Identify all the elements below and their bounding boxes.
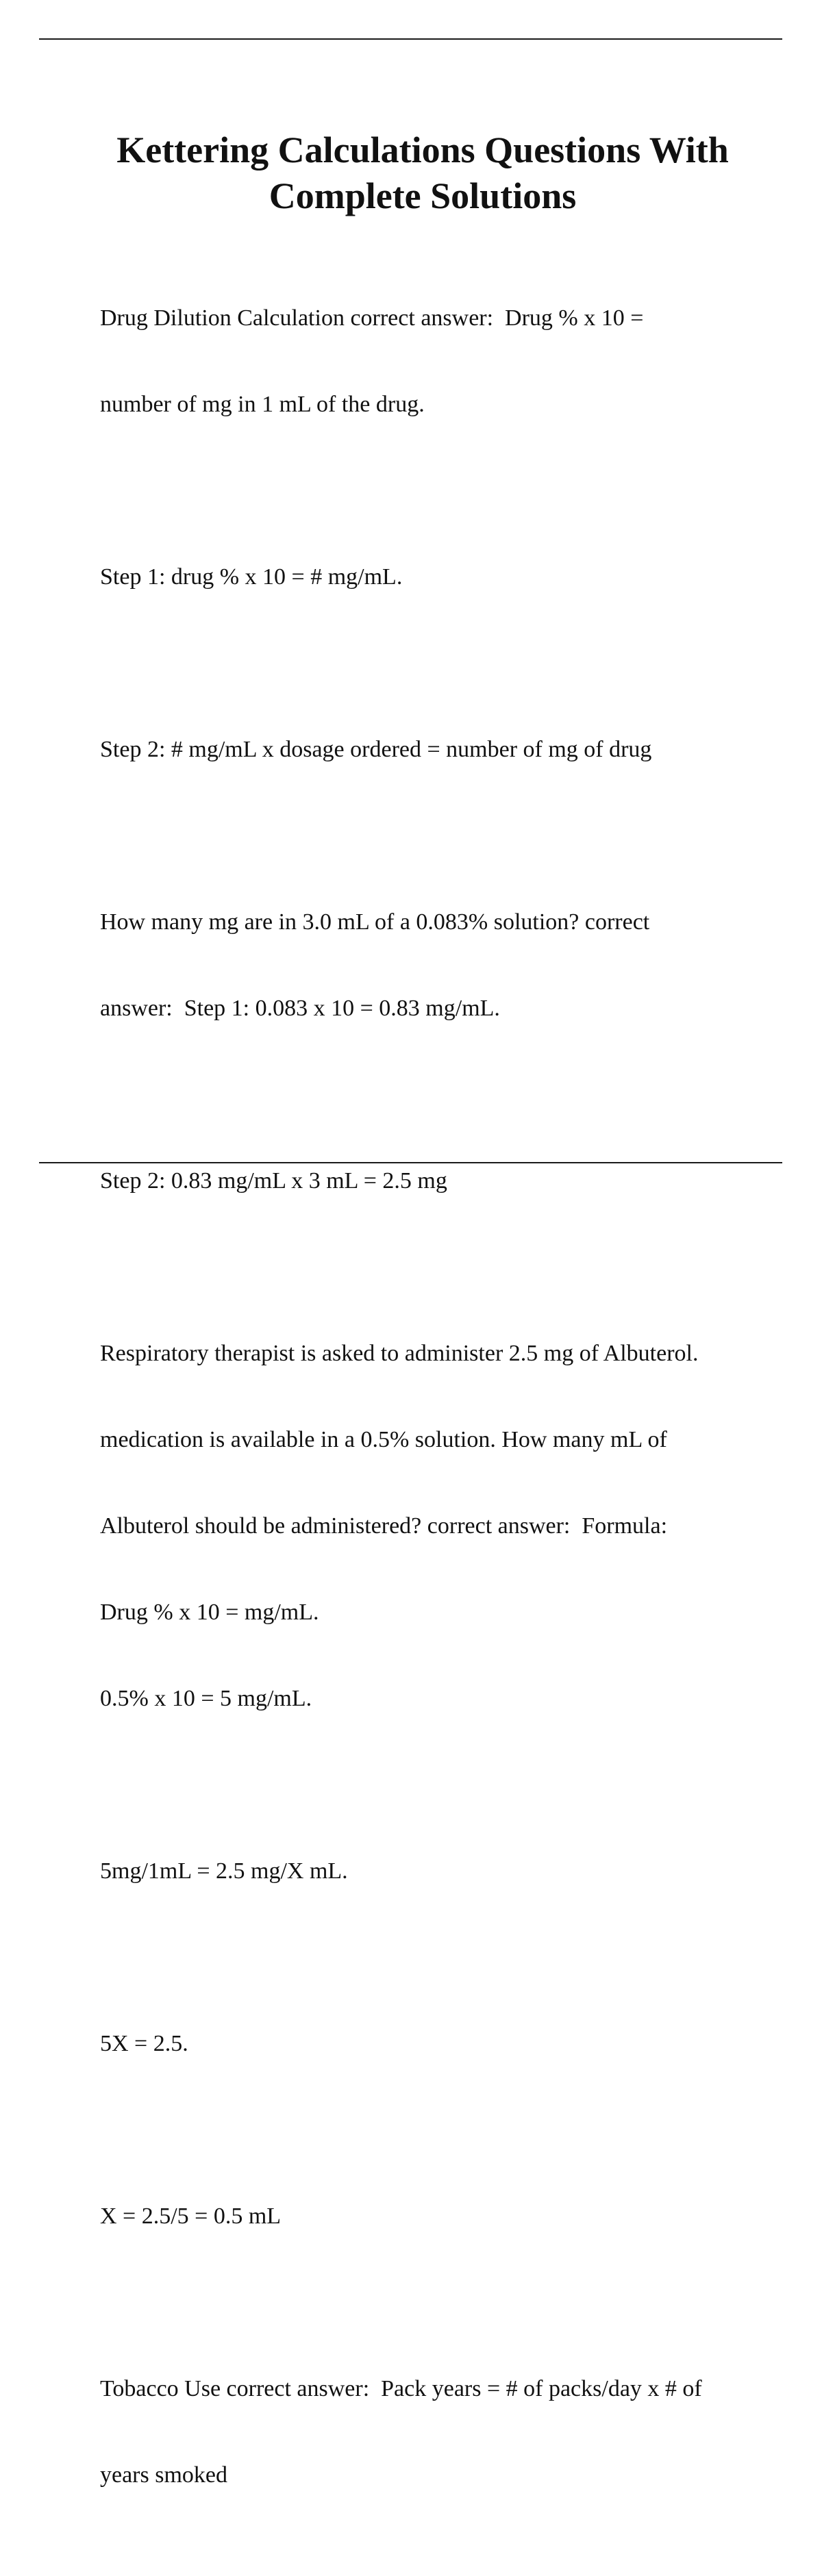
- bottom-rule: [39, 1162, 782, 1163]
- paragraph-answer-step-2: [100, 1109, 785, 1253]
- title-line-2: Complete Solutions: [269, 175, 577, 216]
- top-rule: [39, 38, 782, 40]
- text-line: 0.5% x 10 = 5 mg/mL.: [100, 1686, 312, 1711]
- title-line-1: Kettering Calculations Questions With: [116, 129, 729, 171]
- paragraph-equation: [100, 1972, 785, 2116]
- text-line: Respiratory therapist is asked to administer 2.5 mg of Albuterol.: [100, 1341, 699, 1366]
- paragraph-step-1: [100, 505, 785, 649]
- paragraph-question-mg: [100, 850, 785, 1081]
- paragraph-tobacco: [100, 2317, 785, 2547]
- text-line: X = 2.5/5 = 0.5 mL: [100, 2204, 282, 2229]
- document-title: [68, 127, 777, 219]
- text-line: Drug Dilution Calculation correct answer: Drug % x 10 =: [100, 305, 644, 331]
- text-line: 5mg/1mL = 2.5 mg/X mL.: [100, 1858, 348, 1884]
- paragraph-drug-dilution: [100, 247, 785, 477]
- text-line: medication is available in a 0.5% solution. How many mL of: [100, 1427, 667, 1452]
- text-line: Drug % x 10 = mg/mL.: [100, 1600, 319, 1625]
- paragraph-albuterol-question: [100, 1282, 785, 1771]
- text-line: How many mg are in 3.0 mL of a 0.083% solution? correct: [100, 909, 650, 935]
- text-line: Step 2: 0.83 mg/mL x 3 mL = 2.5 mg: [100, 1168, 447, 1194]
- text-line: number of mg in 1 mL of the drug.: [100, 392, 425, 417]
- paragraph-ratio: [100, 1800, 785, 1943]
- text-line: Step 2: # mg/mL x dosage ordered = number of mg of drug: [100, 737, 652, 762]
- document-body: [100, 247, 785, 2576]
- text-line: Step 1: drug % x 10 = # mg/mL.: [100, 564, 403, 590]
- text-line: 5X = 2.5.: [100, 2031, 188, 2056]
- text-line: Tobacco Use correct answer: Pack years = # of packs/day x # of: [100, 2376, 702, 2401]
- text-line: answer: Step 1: 0.083 x 10 = 0.83 mg/mL.: [100, 996, 500, 1021]
- text-line: Albuterol should be administered? correct answer: Formula:: [100, 1513, 668, 1539]
- paragraph-result: [100, 2145, 785, 2288]
- text-line: years smoked: [100, 2462, 228, 2488]
- paragraph-step-2: [100, 678, 785, 822]
